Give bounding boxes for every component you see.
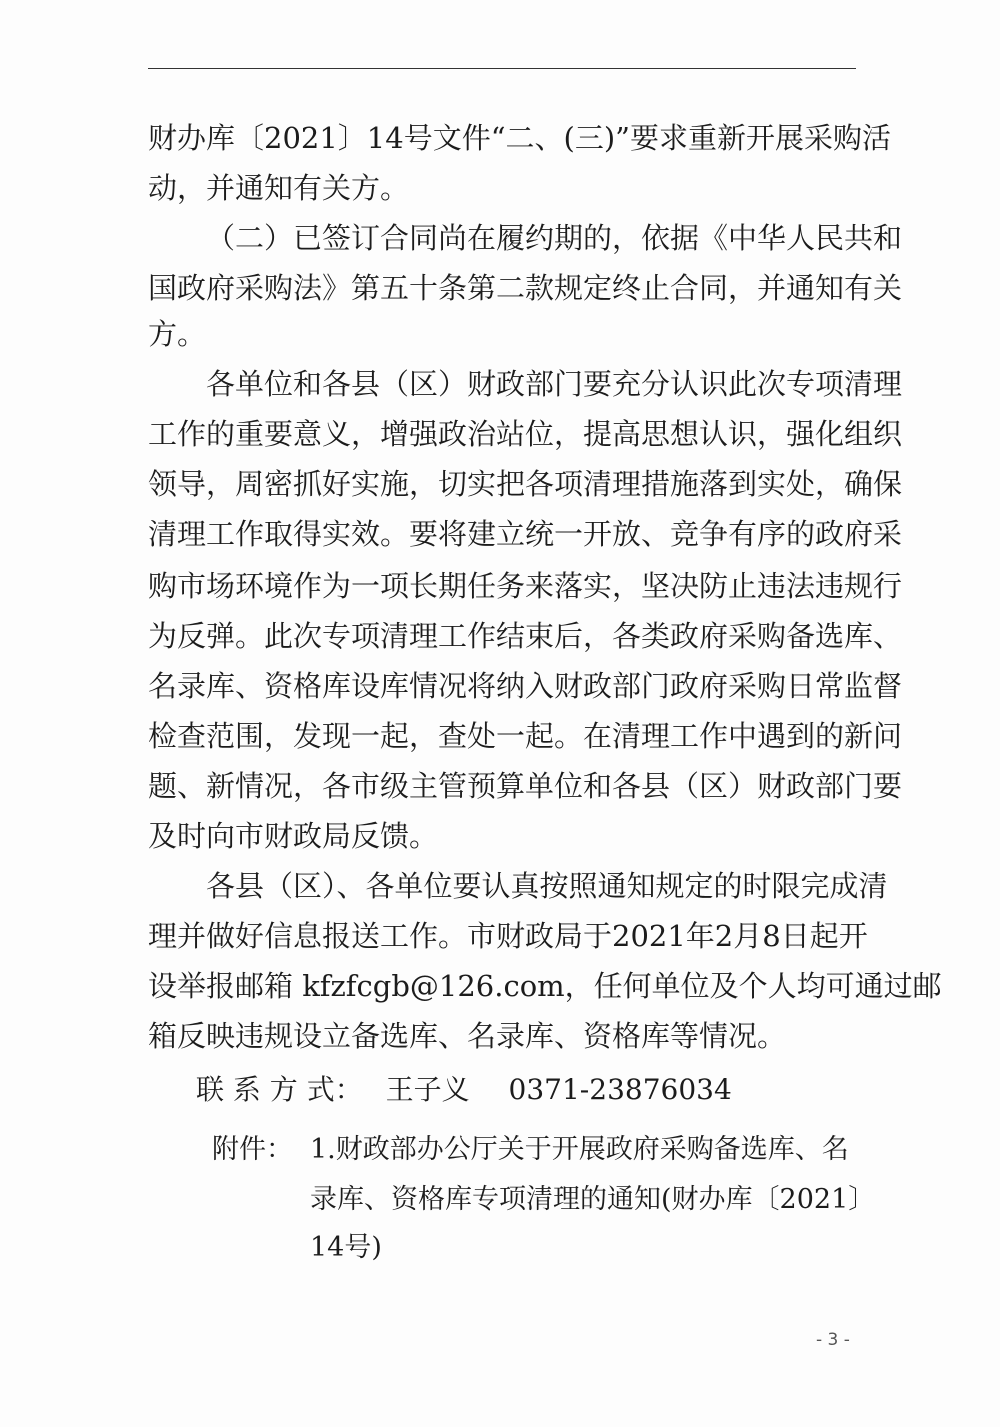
body-line: 及时向市财政局反馈。 [148,819,439,853]
attachment-line: 录库、资格库专项清理的通知(财办库〔2021〕 [310,1184,876,1215]
body-line: 为反弹。此次专项清理工作结束后，各类政府采购备选库、 [148,619,903,653]
page-number: - 3 - [816,1330,850,1350]
body-line: 理并做好信息报送工作。市财政局于2021年2月8日起开 [148,919,868,953]
body-line: 各单位和各县（区）财政部门要充分认识此次专项清理 [206,367,903,401]
body-line: 领导，周密抓好实施，切实把各项清理措施落到实处，确保 [148,467,903,501]
contact-label: 联 系 方 式： [196,1073,363,1106]
contact-phone: 0371-23876034 [508,1073,732,1106]
body-line: 题、新情况，各市级主管预算单位和各县（区）财政部门要 [148,769,903,803]
contact-line [196,1068,732,1108]
body-line: 清理工作取得实效。要将建立统一开放、竞争有序的政府采 [148,517,903,551]
body-line: 购市场环境作为一项长期任务来落实，坚决防止违法违规行 [148,569,903,603]
body-line: 检查范围，发现一起，查处一起。在清理工作中遇到的新问 [148,719,903,753]
attachment-line: 14号) [310,1232,382,1263]
body-line: 箱反映违规设立备选库、名录库、资格库等情况。 [148,1019,787,1053]
body-line: 设举报邮箱 kfzfcgb@126.com，任何单位及个人均可通过邮 [148,969,942,1003]
attachment-label: 附件： [212,1134,293,1165]
body-line: 各县（区）、各单位要认真按照通知规定的时限完成清 [206,869,888,903]
header-rule [148,68,856,69]
body-line: 财办库〔2021〕14号文件“二、(三)”要求重新开展采购活 [148,121,891,155]
contact-name: 王子义 [385,1073,470,1106]
body-line: 工作的重要意义，增强政治站位，提高思想认识，强化组织 [148,417,903,451]
body-line: 国政府采购法》第五十条第二款规定终止合同，并通知有关 [148,271,903,305]
body-line: （二）已签订合同尚在履约期的，依据《中华人民共和 [206,221,903,255]
attachment-line: 1.财政部办公厅关于开展政府采购备选库、名 [310,1134,849,1165]
body-line: 名录库、资格库设库情况将纳入财政部门政府采购日常监督 [148,669,903,703]
body-line: 方。 [148,317,207,351]
body-line: 动，并通知有关方。 [148,171,410,205]
